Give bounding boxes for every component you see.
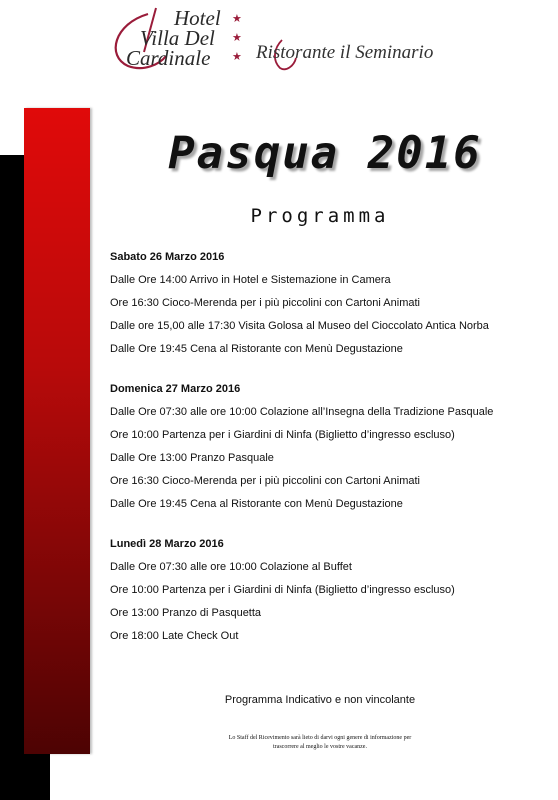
- program-entry: Dalle Ore 07:30 alle ore 10:00 Colazione al Buffet: [110, 561, 352, 573]
- program-entry: Dalle ore 15,00 alle 17:30 Visita Golosa al Museo del Cioccolato Antica Norba: [110, 320, 489, 332]
- footer-note: [195, 734, 445, 752]
- footer-line: Lo Staff del Ricevimento sarà lieto di darvi ogni genere di informazione per: [228, 735, 412, 741]
- hotel-logo: [104, 4, 454, 76]
- page-subtitle: Programma: [250, 205, 390, 227]
- star-icon: ★: [232, 13, 242, 25]
- logo-ristorante-text: Ristorante il Seminario: [256, 42, 434, 63]
- program-entry: Dalle Ore 13:00 Pranzo Pasquale: [110, 452, 274, 464]
- program-entry: Dalle Ore 14:00 Arrivo in Hotel e Sistemazione in Camera: [110, 274, 391, 286]
- day-section: [110, 536, 550, 644]
- program-entry: Ore 18:00 Late Check Out: [110, 630, 239, 642]
- logo-stars: [232, 10, 248, 67]
- program-entry: Ore 10:00 Partenza per i Giardini di Ninfa (Biglietto d’ingresso escluso): [110, 429, 455, 441]
- program-entry: Ore 16:30 Cioco-Merenda per i più piccolini con Cartoni Animati: [110, 297, 420, 309]
- program-entry: Dalle Ore 19:45 Cena al Ristorante con Menù Degustazione: [110, 498, 403, 510]
- star-icon: ★: [232, 51, 242, 63]
- logo-villa-del-text: Villa Del: [140, 26, 215, 50]
- logo-hotel-text: Hotel: [174, 6, 221, 30]
- day-title: Sabato 26 Marzo 2016: [110, 251, 225, 263]
- program-list: [110, 249, 550, 668]
- day-title: Lunedì 28 Marzo 2016: [110, 538, 224, 550]
- red-gradient-bar: [24, 108, 90, 754]
- program-entry: Dalle Ore 07:30 alle ore 10:00 Colazione all’Insegna della Tradizione Pasquale: [110, 406, 494, 418]
- day-section: [110, 381, 550, 512]
- program-entry: Ore 16:30 Cioco-Merenda per i più piccolini con Cartoni Animati: [110, 475, 420, 487]
- footer-line: trascorrere al meglio le vostre vacanze.: [273, 744, 367, 750]
- star-icon: ★: [232, 32, 242, 44]
- logo-cardinale-text: Cardinale: [126, 46, 211, 70]
- day-section: [110, 249, 550, 357]
- page-title: Pasqua 2016: [168, 128, 482, 179]
- disclaimer-text: Programma Indicativo e non vincolante: [224, 694, 416, 706]
- program-entry: Dalle Ore 19:45 Cena al Ristorante con Menù Degustazione: [110, 343, 403, 355]
- program-entry: Ore 10:00 Partenza per i Giardini di Ninfa (Biglietto d’ingresso escluso): [110, 584, 455, 596]
- day-title: Domenica 27 Marzo 2016: [110, 383, 241, 395]
- program-entry: Ore 13:00 Pranzo di Pasquetta: [110, 607, 262, 619]
